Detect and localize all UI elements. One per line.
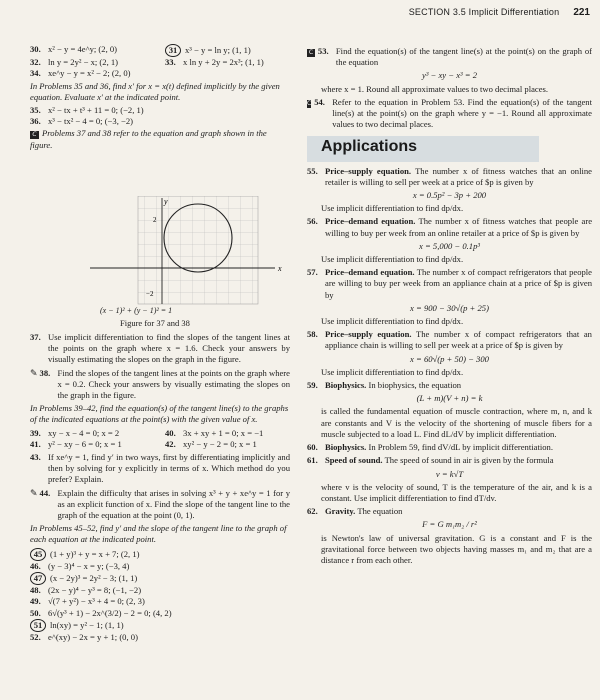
equation-53: y³ − xy − x³ = 2: [422, 70, 477, 81]
exercise-36: 36. x³ − tx² − 4 = 0; (−3, −2): [30, 116, 134, 127]
exercise-39: 39. xy − x − 4 = 0; x = 2: [30, 427, 120, 438]
equation-56: x = 5,000 − 0.1p³: [419, 240, 480, 251]
exercise-list-item: 45 (1 + y)³ + y = x + 7; (2, 1): [30, 548, 290, 561]
exercise-row: [30, 439, 290, 450]
exercise-54: C 54. Refer to the equation in Problem 53. Find the equation(s) of the tangent line(s) at the point(s) on the graph where y = −1. Round all approximate values to two decimal places.: [307, 96, 592, 130]
exercise-row: [30, 428, 290, 439]
exercise-35: 35. x² − tx + t³ + 11 = 0; (−2, 1): [30, 105, 144, 116]
equation-55: x = 0.5p² − 3p + 200: [412, 190, 487, 201]
exercise-30: 30. x² − y = 4e^y; (2, 0): [30, 44, 118, 54]
exercise-58-tail: Use implicit differentiation to find dp/dx.: [321, 366, 464, 377]
exercise-list-item: 52. e^(xy) − 2x = y + 1; (0, 0): [30, 632, 138, 643]
y-tick-2: 2: [153, 216, 157, 224]
exercise-list-45-52: [30, 548, 290, 644]
right-column: [307, 44, 592, 568]
page-number: 221: [573, 6, 590, 18]
exercise-44: ✎ 44. Explain the difficulty that arises in solving x³ + y + xe^y = 1 for y as an explicit function of x. Find the slope of the tangent line to the graph of the equation at the point (0, 1).: [30, 487, 290, 521]
equation-58: x = 60√(p + 50) − 300: [410, 353, 489, 364]
y-tick-neg2: −2: [146, 290, 154, 298]
instructions-45-52: In Problems 45–52, find y′ and the slope of the tangent line to the graph of each equation at the indicated point.: [30, 523, 287, 545]
left-column: [30, 44, 290, 153]
exercise-list-item: 49. √(7 + y²) − x³ + 4 = 0; (2, 3): [30, 596, 145, 607]
x-axis-label: x: [278, 264, 282, 273]
exercise-61-tail: where v is the velocity of sound, T is the temperature of the air, and k is a constant. Use implicit differentiation to find dT/dv.: [321, 481, 592, 503]
exercise-57-tail: Use implicit differentiation to find dp/dx.: [321, 316, 464, 327]
exercise-57: 57. Price–demand equation. The number x of compact refrigerators that people are willing to buy per week from an appliance chain at a price of $p is given by: [307, 267, 592, 300]
exercise-56: 56. Price–demand equation. The number x of fitness watches that people are willing to buy per week from an online retailer at a price of $p is given by: [307, 216, 593, 238]
exercise-53: C 53. Find the equation(s) of the tangent line(s) at the point(s) on the graph of the equation: [308, 46, 592, 68]
instructions-37-38: C Problems 37 and 38 refer to the equation and graph shown in the figure.: [30, 128, 267, 150]
pencil-icon: ✎: [30, 488, 38, 499]
exercise-list-item: 48. (2x − y)⁴ − y³ = 8; (−1, −2): [30, 585, 142, 596]
exercise-list-item: 51 ln(xy) = y² − 1; (1, 1): [30, 619, 290, 632]
exercise-37: 37. Use implicit differentiation to find the slopes of the tangent lines at the points on the graph where x = 1.6. Check your answers by visually estimating the slopes on the graph in the figure.: [30, 332, 290, 365]
exercise-40: 40. 3x + xy + 1 = 0; x = −1: [165, 427, 264, 438]
exercise-43: 43. If xe^y = 1, find y′ in two ways, first by differentiating implicitly and then by solving for y explicitly in terms of x. Which method do you prefer? Explain.: [30, 452, 290, 485]
exercise-55-tail: Use implicit differentiation to find dp/dx.: [321, 203, 464, 214]
exercise-56-tail: Use implicit differentiation to find dp/dx.: [321, 254, 464, 265]
exercise-row: [30, 44, 290, 57]
exercise-59: 59. Biophysics. In biophysics, the equation: [307, 380, 462, 391]
exercise-31: 31 x³ − y = ln y; (1, 1): [165, 44, 290, 57]
exercise-42: 42. xy² − y − 2 = 0; x = 1: [165, 438, 257, 449]
exercise-33: 33. x ln y + 2y = 2x³; (1, 1): [165, 57, 264, 68]
page-header: [380, 4, 590, 20]
circle-graph-figure: [60, 196, 285, 306]
exercise-62: 62. Gravity. The equation: [307, 506, 403, 517]
exercise-58: 58. Price–supply equation. The number x of compact refrigerators that an appliance chain is willing to sell per week at a price of $p is given by: [307, 329, 592, 351]
calculator-icon: C: [30, 131, 39, 139]
exercise-62-tail: is Newton's law of universal gravitation. G is a constant and F is the gravitational force between two objects having masses m₁ and m₂ that are a distance r from each other.: [321, 532, 592, 565]
applications-heading: Applications: [321, 138, 418, 156]
exercise-59-tail: is called the fundamental equation of muscle contraction, where m, n, and k are constants and V is the velocity of the shortening of muscle fibers for a muscle subjected to a load L. Find dL/dV by implicit differentiation.: [321, 406, 592, 439]
exercise-53-tail: where x = 1. Round all approximate values to two decimal places.: [321, 83, 549, 94]
exercise-61: 61. Speed of sound. The speed of sound in air is given by the formula: [307, 455, 554, 466]
equation-62: F = G m₁m₂ / r²: [422, 519, 477, 530]
exercise-row: [30, 57, 290, 68]
calculator-icon: C: [307, 99, 312, 107]
pencil-icon: ✎: [30, 368, 38, 379]
exercise-38: ✎ 38. Find the slopes of the tangent lines at the points on the graph where x = 0.2. Check your answers by visually estimating the slopes on the graph in the figure.: [30, 367, 290, 401]
calculator-icon: C: [308, 49, 314, 56]
applications-banner: [307, 136, 539, 161]
exercise-34: 34. xe^y − y = x² − 2; (2, 0): [30, 68, 131, 79]
figure-equation: (x − 1)² + (y − 1)² = 1: [100, 306, 173, 315]
exercise-55: 55. Price–supply equation. The number x of fitness watches that an online retailer is willing to sell per week at a price of $p is given by: [307, 165, 592, 187]
graph-grid: [138, 196, 258, 304]
equation-61: v = k√T: [435, 468, 464, 479]
y-axis-label: y: [164, 197, 168, 206]
section-title: SECTION 3.5 Implicit Differentiation: [408, 7, 560, 17]
exercise-list-item: 46. (y − 3)⁴ − x = y; (−3, 4): [30, 560, 130, 571]
exercise-list-item: 47 (x − 2y)³ = 2y² − 3; (1, 1): [30, 572, 290, 585]
exercise-60: 60. Biophysics. In Problem 59, find dV/dL by implicit differentiation.: [307, 442, 553, 453]
instructions-35-36: In Problems 35 and 36, find x′ for x = x(t) defined implicitly by the given equation. Evaluate x′ at the indicated point.: [30, 80, 280, 102]
exercise-41: 41. y² − xy − 6 = 0; x = 1: [30, 438, 122, 449]
exercise-32: 32. ln y = 2y² − x; (2, 1): [30, 57, 119, 68]
instructions-39-42: In Problems 39–42, find the equation(s) of the tangent line(s) to the graphs of the indicated equations at the point(s) with the given value of x.: [30, 403, 289, 425]
equation-57: x = 900 − 30√(p + 25): [410, 302, 489, 313]
figure-caption: Figure for 37 and 38: [120, 318, 190, 328]
equation-59: (L + m)(V + n) = k: [416, 393, 483, 404]
exercise-list-item: 50. 6√(y³ + 1) − 2x^(3/2) − 2 = 0; (4, 2): [30, 607, 172, 618]
left-column-lower: [30, 330, 290, 643]
